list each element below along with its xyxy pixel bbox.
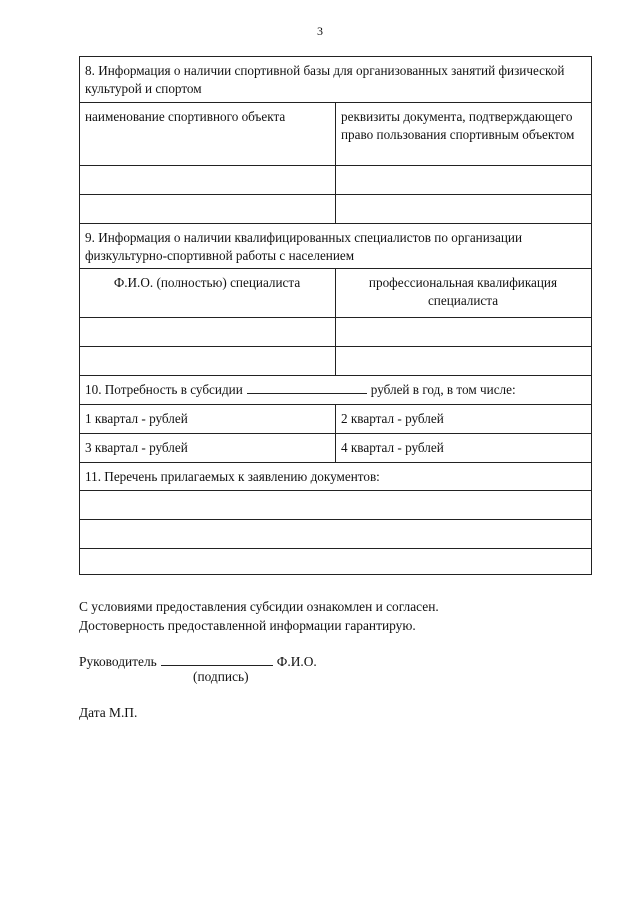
signature-caption: (подпись)	[193, 669, 249, 684]
head-label: Руководитель	[79, 654, 157, 669]
quarter-1-cell[interactable]: 1 квартал - рублей	[80, 405, 336, 433]
section-8-col-document-details: реквизиты документа, подтверждающего право пользования спортивным объектом	[341, 109, 575, 142]
section-10-suffix: рублей в год, в том числе:	[370, 382, 516, 397]
section-9-title: 9. Информация о наличии квалифицированных специалистов по организации физкультурно-спортивной работы с населением	[80, 224, 591, 269]
subsidy-amount-field[interactable]	[247, 381, 367, 394]
section-11-blank-row[interactable]	[80, 549, 591, 574]
section-9-blank-row	[80, 318, 591, 347]
quarters-row-2	[80, 434, 591, 463]
application-form-table	[79, 56, 592, 575]
signature-field[interactable]	[161, 653, 273, 666]
section-8-blank-cell-1[interactable]	[80, 195, 336, 223]
section-8-blank-cell-2[interactable]	[336, 195, 591, 223]
section-8-blank-row	[80, 195, 591, 224]
page-number: 3	[317, 24, 323, 38]
section-10-prefix: 10. Потребность в субсидии	[85, 382, 243, 397]
section-9-col-qualification: профессиональная квалификация специалиста	[368, 275, 558, 308]
fio-label: Ф.И.О.	[276, 654, 317, 669]
section-8-header-row	[80, 103, 591, 166]
date-seal-label: Дата М.П.	[79, 705, 138, 720]
section-9-blank-cell-1[interactable]	[80, 318, 336, 346]
section-9-blank-cell-1[interactable]	[80, 347, 336, 375]
section-8-blank-cell-1[interactable]	[80, 166, 336, 194]
section-9-blank-cell-2[interactable]	[336, 318, 591, 346]
accuracy-statement: Достоверность предоставленной информации гарантирую.	[79, 618, 416, 633]
section-8-col-object-name: наименование спортивного объекта	[80, 103, 336, 165]
section-10-subsidy-row	[80, 376, 591, 405]
section-9-header-row	[80, 269, 591, 318]
section-9-col-specialist-name: Ф.И.О. (полностью) специалиста	[80, 269, 336, 317]
section-8-blank-cell-2[interactable]	[336, 166, 591, 194]
section-8-blank-row	[80, 166, 591, 195]
section-11-title: 11. Перечень прилагаемых к заявлению документов:	[80, 463, 591, 491]
consent-statement: С условиями предоставления субсидии ознакомлен и согласен.	[79, 599, 439, 614]
section-11-blank-row[interactable]	[80, 520, 591, 549]
section-9-blank-row	[80, 347, 591, 376]
quarter-2-cell[interactable]: 2 квартал - рублей	[341, 411, 444, 426]
section-9-blank-cell-2[interactable]	[336, 347, 591, 375]
quarter-4-cell[interactable]: 4 квартал - рублей	[341, 440, 444, 455]
quarter-3-cell[interactable]: 3 квартал - рублей	[80, 434, 336, 462]
quarters-row-1	[80, 405, 591, 434]
section-11-blank-row[interactable]	[80, 491, 591, 520]
signature-line	[79, 652, 599, 671]
section-8-title: 8. Информация о наличии спортивной базы для организованных занятий физической культурой и спортом	[80, 57, 591, 103]
